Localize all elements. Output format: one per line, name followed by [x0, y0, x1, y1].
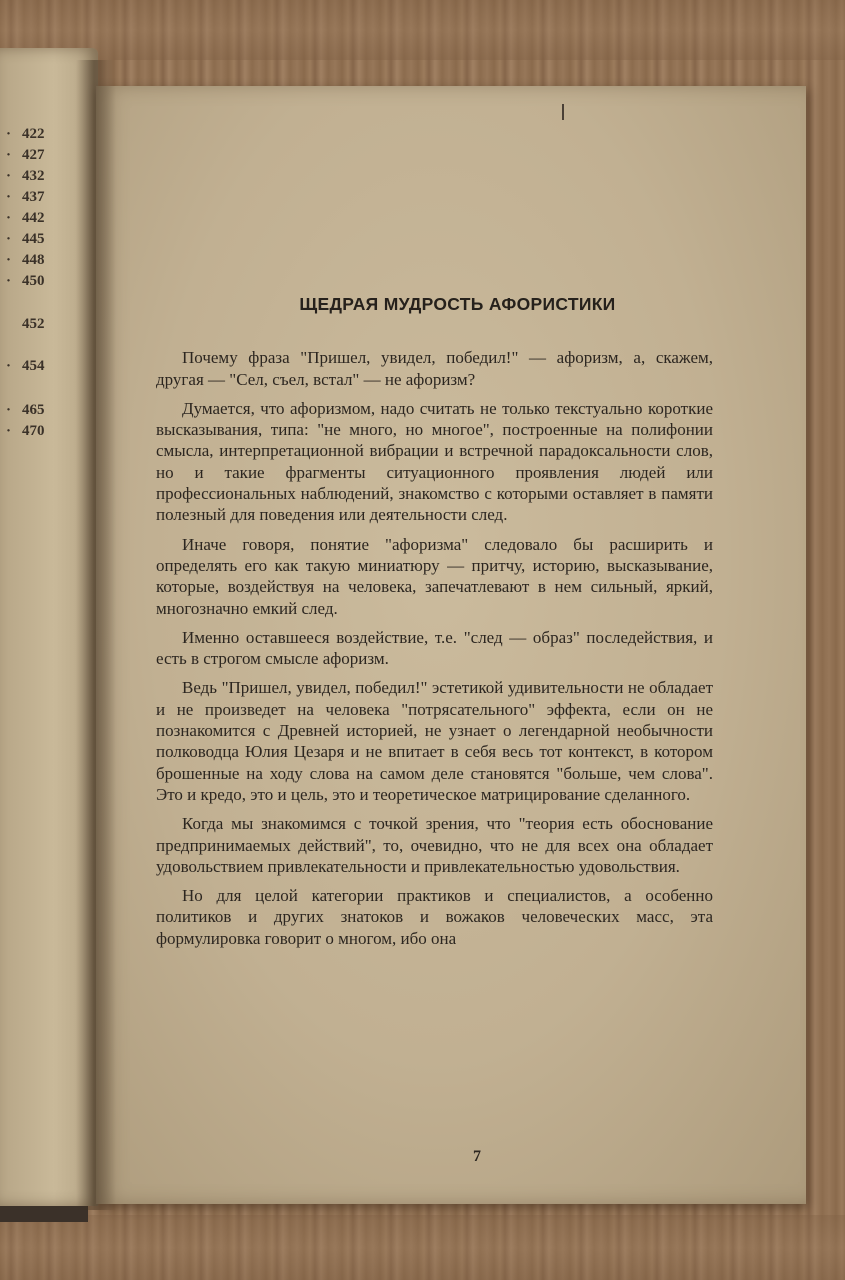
paragraph: Думается, что афоризмом, надо считать не только текстуально короткие высказывания, типа: "не много, но многое", построенные на полифонии смысла, интерпретационной вибрации и встречной парадоксальности слов, но и такие фрагменты ситуационного проявления людей или профессиональных наблюдений, знакомство с которыми оставляет в памяти полезный для поведения или деятельности след. — [156, 398, 713, 525]
paragraph: Когда мы знакомимся с точкой зрения, что "теория есть обоснование предпринимаемых действий", то, очевидно, что не для всех она обладает удовольствием привлекательности и привлекательностью удовольствия. — [156, 814, 713, 876]
article-title: ЩЕДРАЯ МУДРОСТЬ АФОРИСТИКИ — [299, 294, 616, 314]
page-number: · 445 — [6, 231, 45, 247]
paragraph: Иначе говоря, понятие "афоризма" следовало бы расширить и определять его как такую миниатюру — притчу, историю, высказывание, которые, воздействуя на человека, запечатлевают в нем сильный, яркий, многозначно емкий след. — [156, 534, 713, 618]
page-number: · 437 — [6, 189, 45, 205]
paragraph: Почему фраза "Пришел, увидел, победил!" — афоризм, а, скажем, другая — "Сел, съел, встал" — не афоризм? — [156, 348, 713, 389]
table-surface-bottom — [0, 1215, 845, 1280]
page-number: · 454 — [6, 358, 45, 374]
right-page — [96, 86, 806, 1204]
page-number: · 432 — [6, 168, 45, 184]
paragraph: Ведь "Пришел, увидел, победил!" эстетикой удивительности не обладает и не произведет на человека "потрясательного" эффекта, если он не познакомится с Древней историей, не узнает о легендарной необычности полководца Юлия Цезаря и не впитает в себя весь тот контекст, в котором брошенные на ходу слова на самом деле становятся "больше, чем слова". Это и кредо, это и цель, это и теоретическое матрицирование сделанного. — [156, 678, 713, 804]
table-surface-top — [0, 0, 845, 60]
page-number: · 448 — [6, 252, 45, 268]
page-number: · 442 — [6, 210, 45, 226]
page-number: · 465 — [6, 402, 45, 418]
page-number: 452 — [22, 316, 45, 332]
page-number: · 427 — [6, 147, 45, 163]
book-gutter — [76, 60, 116, 1210]
page-folio: 7 — [473, 1148, 481, 1165]
article-body — [156, 294, 713, 957]
printing-mark — [562, 104, 564, 120]
paragraph: Именно оставшееся воздействие, т.е. "след — образ" последействия, и есть в строгом смысле афоризм. — [156, 627, 713, 669]
page-number: · 422 — [6, 126, 45, 142]
page-number: · 470 — [6, 423, 45, 439]
paragraph: Но для целой категории практиков и специалистов, а особенно политиков и других знатоков и вожаков человеческих масс, эта формулировка говорит о многом, ибо она — [156, 886, 713, 948]
page-number: · 450 — [6, 273, 45, 289]
